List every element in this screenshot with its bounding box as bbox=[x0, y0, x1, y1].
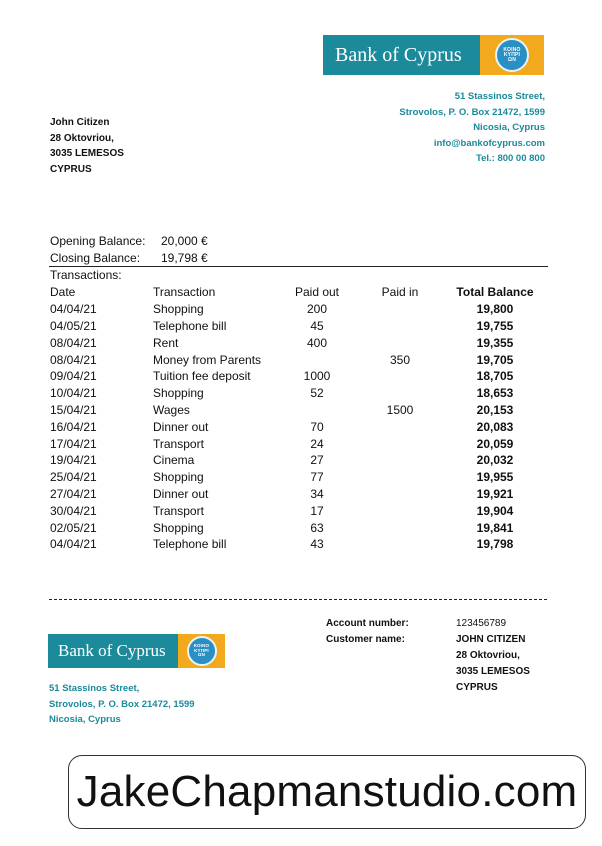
table-header-row bbox=[50, 284, 547, 301]
cell-transaction: Shopping bbox=[153, 302, 204, 317]
bank-logo-badge bbox=[178, 634, 225, 668]
column-header-date: Date bbox=[50, 285, 76, 300]
cell-paid-in bbox=[357, 418, 443, 435]
cell-total-balance: 19,841 bbox=[476, 520, 514, 535]
cell-transaction: Tuition fee deposit bbox=[153, 369, 251, 384]
table-row bbox=[50, 334, 547, 351]
table-row bbox=[50, 368, 547, 385]
cell-paid-out: 400 bbox=[306, 335, 328, 350]
cell-transaction: Transport bbox=[153, 436, 204, 451]
customer-name: John Citizen bbox=[50, 117, 110, 128]
cell-date: 15/04/21 bbox=[50, 402, 97, 417]
cell-paid-in bbox=[357, 368, 443, 385]
cell-transaction: Shopping bbox=[153, 520, 204, 535]
column-header-total-balance: Total Balance bbox=[456, 285, 534, 300]
cell-transaction: Dinner out bbox=[153, 419, 209, 434]
cell-date: 02/05/21 bbox=[50, 520, 97, 535]
cell-paid-in bbox=[357, 486, 443, 503]
closing-balance-label: Closing Balance: bbox=[50, 251, 141, 265]
cell-transaction: Wages bbox=[153, 402, 190, 417]
cell-transaction: Transport bbox=[153, 503, 204, 518]
cell-paid-out bbox=[277, 351, 357, 368]
transactions-label: Transactions: bbox=[50, 268, 122, 282]
cell-total-balance: 20,083 bbox=[476, 419, 514, 434]
cell-paid-in: 1500 bbox=[386, 402, 414, 417]
bank-address-line: 51 Stassinos Street, bbox=[454, 91, 545, 102]
cell-transaction: Telephone bill bbox=[153, 537, 227, 552]
table-row bbox=[50, 502, 547, 519]
bank-email[interactable]: info@bankofcyprus.com bbox=[433, 137, 545, 149]
cell-total-balance: 19,798 bbox=[476, 537, 514, 552]
cell-date: 10/04/21 bbox=[50, 386, 97, 401]
cell-paid-out: 52 bbox=[310, 386, 324, 401]
cell-date: 30/04/21 bbox=[50, 503, 97, 518]
bank-seal-icon: ΚΟΙΝΟ ΚΥΠΡΙ ΩΝ bbox=[187, 636, 217, 666]
cell-date: 04/04/21 bbox=[50, 537, 97, 552]
cell-date: 04/04/21 bbox=[50, 302, 97, 317]
cell-total-balance: 20,032 bbox=[476, 453, 514, 468]
cell-paid-in bbox=[357, 334, 443, 351]
table-row bbox=[50, 536, 547, 553]
cell-paid-out: 17 bbox=[310, 503, 324, 518]
table-row bbox=[50, 351, 547, 368]
cell-date: 08/04/21 bbox=[50, 352, 97, 367]
table-row bbox=[50, 301, 547, 318]
table-row bbox=[50, 452, 547, 469]
cell-paid-out: 200 bbox=[306, 302, 328, 317]
cell-transaction: Rent bbox=[153, 335, 179, 350]
cell-paid-out: 1000 bbox=[303, 369, 331, 384]
cell-paid-out: 43 bbox=[310, 537, 324, 552]
cell-paid-out bbox=[277, 402, 357, 419]
cell-total-balance: 19,904 bbox=[476, 503, 514, 518]
cell-total-balance: 19,355 bbox=[476, 335, 514, 350]
cell-transaction: Money from Parents bbox=[153, 352, 262, 367]
bank-address-line: 51 Stassinos Street, bbox=[49, 683, 140, 694]
bank-address-line: Nicosia, Cyprus bbox=[49, 714, 121, 725]
table-row bbox=[50, 402, 547, 419]
table-row bbox=[50, 486, 547, 503]
account-customer-country: CYPRUS bbox=[456, 682, 498, 693]
cell-paid-out: 77 bbox=[310, 470, 324, 485]
customer-address bbox=[50, 115, 124, 177]
customer-city: 3035 LEMESOS bbox=[50, 148, 124, 159]
account-customer-details bbox=[456, 632, 530, 696]
cell-total-balance: 18,705 bbox=[476, 369, 514, 384]
table-row bbox=[50, 318, 547, 335]
table-row bbox=[50, 418, 547, 435]
bank-logo-name: Bank of Cyprus bbox=[323, 35, 480, 75]
bank-address-line: Nicosia, Cyprus bbox=[473, 122, 545, 133]
cell-total-balance: 19,755 bbox=[476, 318, 514, 333]
cell-date: 16/04/21 bbox=[50, 419, 97, 434]
cell-paid-in bbox=[357, 385, 443, 402]
cell-paid-out: 27 bbox=[310, 453, 324, 468]
cell-paid-in bbox=[357, 502, 443, 519]
cell-date: 27/04/21 bbox=[50, 486, 97, 501]
cell-total-balance: 20,059 bbox=[476, 436, 514, 451]
cell-date: 25/04/21 bbox=[50, 470, 97, 485]
customer-country: CYPRUS bbox=[50, 163, 92, 175]
cell-paid-out: 70 bbox=[310, 419, 324, 434]
account-customer-name: JOHN CITIZEN bbox=[456, 634, 526, 645]
cell-total-balance: 19,955 bbox=[476, 470, 514, 485]
customer-name-label: Customer name: bbox=[326, 634, 405, 645]
dashed-divider bbox=[49, 599, 547, 600]
account-customer-city: 3035 LEMESOS bbox=[456, 666, 530, 677]
account-customer-street: 28 Oktovriou, bbox=[456, 650, 520, 661]
cell-transaction: Telephone bill bbox=[153, 318, 227, 333]
closing-balance-value: 19,798 € bbox=[161, 251, 208, 265]
column-header-paid-in: Paid in bbox=[381, 285, 419, 300]
bank-logo bbox=[323, 35, 544, 75]
column-header-transaction: Transaction bbox=[153, 285, 216, 300]
watermark-banner: JakeChapmanstudio.com bbox=[68, 755, 586, 829]
cell-paid-out: 63 bbox=[310, 520, 324, 535]
column-header-paid-out: Paid out bbox=[294, 285, 340, 300]
cell-paid-in: 350 bbox=[389, 352, 411, 367]
cell-date: 17/04/21 bbox=[50, 436, 97, 451]
bank-phone: Tel.: 800 00 800 bbox=[475, 153, 545, 164]
section-divider bbox=[49, 266, 548, 267]
bank-address-line: Strovolos, P. O. Box 21472, 1599 bbox=[49, 698, 195, 710]
bank-address-header bbox=[399, 89, 545, 167]
cell-paid-in bbox=[357, 519, 443, 536]
bank-address-line: Strovolos, P. O. Box 21472, 1599 bbox=[399, 106, 545, 118]
cell-transaction: Shopping bbox=[153, 386, 204, 401]
customer-street: 28 Oktovriou, bbox=[50, 132, 114, 144]
cell-total-balance: 19,921 bbox=[476, 486, 514, 501]
cell-total-balance: 18,653 bbox=[476, 386, 514, 401]
cell-transaction: Dinner out bbox=[153, 486, 209, 501]
account-number-label: Account number: bbox=[326, 618, 409, 629]
cell-paid-out: 45 bbox=[310, 318, 324, 333]
bank-logo-badge bbox=[480, 35, 544, 75]
table-row bbox=[50, 385, 547, 402]
cell-paid-out: 24 bbox=[310, 436, 324, 451]
cell-date: 04/05/21 bbox=[50, 318, 97, 333]
account-number-value: 123456789 bbox=[456, 618, 507, 629]
cell-total-balance: 19,705 bbox=[476, 352, 514, 367]
cell-paid-out: 34 bbox=[310, 486, 324, 501]
bank-address-footer bbox=[49, 681, 195, 728]
cell-paid-in bbox=[357, 536, 443, 553]
transactions-table bbox=[50, 284, 547, 553]
cell-paid-in bbox=[357, 452, 443, 469]
opening-balance-value: 20,000 € bbox=[161, 234, 208, 248]
cell-total-balance: 19,800 bbox=[476, 302, 514, 317]
bank-logo-footer bbox=[48, 634, 225, 668]
cell-paid-in bbox=[357, 318, 443, 335]
table-row bbox=[50, 519, 547, 536]
table-row bbox=[50, 469, 547, 486]
table-row bbox=[50, 435, 547, 452]
cell-paid-in bbox=[357, 435, 443, 452]
bank-logo-name: Bank of Cyprus bbox=[48, 634, 178, 668]
cell-date: 08/04/21 bbox=[50, 335, 97, 350]
cell-date: 19/04/21 bbox=[50, 453, 97, 468]
cell-paid-in bbox=[357, 469, 443, 486]
cell-transaction: Shopping bbox=[153, 470, 204, 485]
cell-transaction: Cinema bbox=[153, 453, 195, 468]
cell-total-balance: 20,153 bbox=[476, 402, 514, 417]
cell-paid-in bbox=[357, 301, 443, 318]
opening-balance-label: Opening Balance: bbox=[50, 234, 146, 248]
cell-date: 09/04/21 bbox=[50, 369, 97, 384]
bank-seal-icon: ΚΟΙΝΟ ΚΥΠΡΙ ΩΝ bbox=[495, 38, 529, 72]
